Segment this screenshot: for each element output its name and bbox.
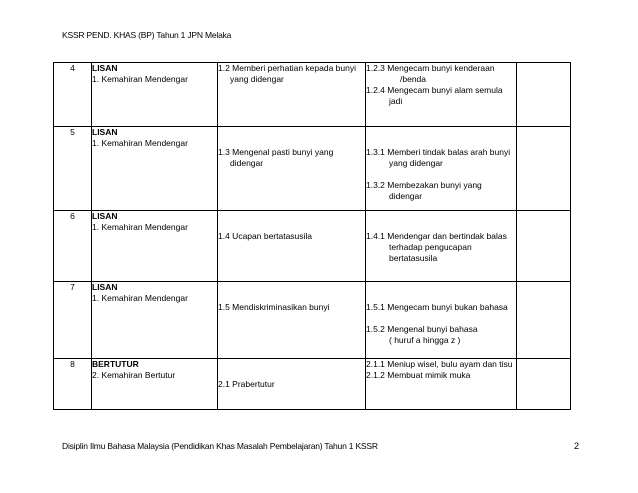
objective-code: 1.3.1 [366,147,385,157]
topic-heading: LISAN [92,127,118,137]
page-header: KSSR PEND. KHAS (BP) Tahun 1 JPN Melaka [62,30,232,40]
empty-cell [517,282,571,359]
objective-item [366,370,516,381]
objective-code: 2.1.1 [366,359,385,369]
objective-text: Mengecam bunyi alam semula [387,85,503,95]
row-number: 7 [54,282,92,359]
skill-name: 1. Kemahiran Mendengar [92,74,188,84]
topic-heading: LISAN [92,211,118,221]
objective-item [366,359,516,370]
learning-standard [366,282,517,359]
table-row [54,211,571,282]
table-row [54,63,571,127]
objective-item [366,63,516,74]
objective-code: 1.5.1 [366,302,385,312]
objective-text: terhadap pengucapan [389,242,472,252]
table-row [54,127,571,211]
content-standard [218,211,366,282]
page-footer: Disiplin Ilmu Bahasa Malaysia (Pendidikan Khas Masalah Pembelajaran) Tahun 1 KSSR [62,441,378,451]
objective-text: yang didengar [389,158,443,168]
table-row [54,359,571,410]
learning-standard [366,127,517,211]
topic-cell [92,63,218,127]
objective-item [366,302,516,313]
empty-cell [517,359,571,410]
curriculum-table [53,62,571,410]
objective-item [366,85,516,96]
row-number: 4 [54,63,92,127]
table-row [54,282,571,359]
content-standard [218,127,366,211]
topic-cell [92,282,218,359]
objective-code: 2.1.2 [366,370,385,380]
topic-cell [92,211,218,282]
objective-item [366,147,516,158]
standard-line: 1.2 Memberi perhatian kepada bunyi [218,63,356,73]
topic-heading: BERTUTUR [92,359,139,369]
objective-code: 1.4.1 [366,231,385,241]
objective-text: ( huruf a hingga z ) [389,335,461,345]
learning-standard [366,211,517,282]
objective-text: Mendengar dan bertindak balas [387,231,507,241]
standard-line: 2.1 Prabertutur [218,379,275,389]
content-standard [218,63,366,127]
topic-cell [92,359,218,410]
skill-name: 2. Kemahiran Bertutur [92,370,176,380]
objective-text: Mengecam bunyi kenderaan [387,63,495,73]
objective-text: Memberi tindak balas arah bunyi [387,147,511,157]
standard-line: 1.5 Mendiskriminasikan bunyi [218,302,330,312]
standard-line: yang didengar [230,74,284,84]
topic-heading: LISAN [92,63,118,73]
objective-code: 1.3.2 [366,180,385,190]
objective-text: /benda [400,74,426,84]
learning-standard [366,63,517,127]
topic-cell [92,127,218,211]
objective-code: 1.5.2 [366,324,385,334]
topic-heading: LISAN [92,282,118,292]
objective-item [366,180,516,191]
row-number: 6 [54,211,92,282]
standard-line: 1.3 Mengenal pasti bunyi yang [218,147,334,157]
row-number: 5 [54,127,92,211]
empty-cell [517,211,571,282]
objective-code: 1.2.3 [366,63,385,73]
objective-text: Membezakan bunyi yang [387,180,482,190]
skill-name: 1. Kemahiran Mendengar [92,138,188,148]
objective-text: Mengecam bunyi bukan bahasa [387,302,508,312]
content-standard [218,282,366,359]
objective-text: jadi [389,96,403,106]
standard-line: didengar [230,158,264,168]
objective-text: Mengenal bunyi bahasa [387,324,478,334]
row-number: 8 [54,359,92,410]
empty-cell [517,127,571,211]
skill-name: 1. Kemahiran Mendengar [92,222,188,232]
skill-name: 1. Kemahiran Mendengar [92,293,188,303]
objective-text: Meniup wisel, bulu ayam dan tisu [387,359,513,369]
learning-standard [366,359,517,410]
objective-text: bertatasusila [389,253,438,263]
objective-text: Membuat mimik muka [387,370,471,380]
empty-cell [517,63,571,127]
objective-item [366,231,516,242]
page-number: 2 [574,441,580,451]
standard-line: 1.4 Ucapan bertatasusila [218,231,313,241]
objective-item [366,324,516,335]
content-standard [218,359,366,410]
objective-code: 1.2.4 [366,85,385,95]
objective-text: didengar [389,191,423,201]
